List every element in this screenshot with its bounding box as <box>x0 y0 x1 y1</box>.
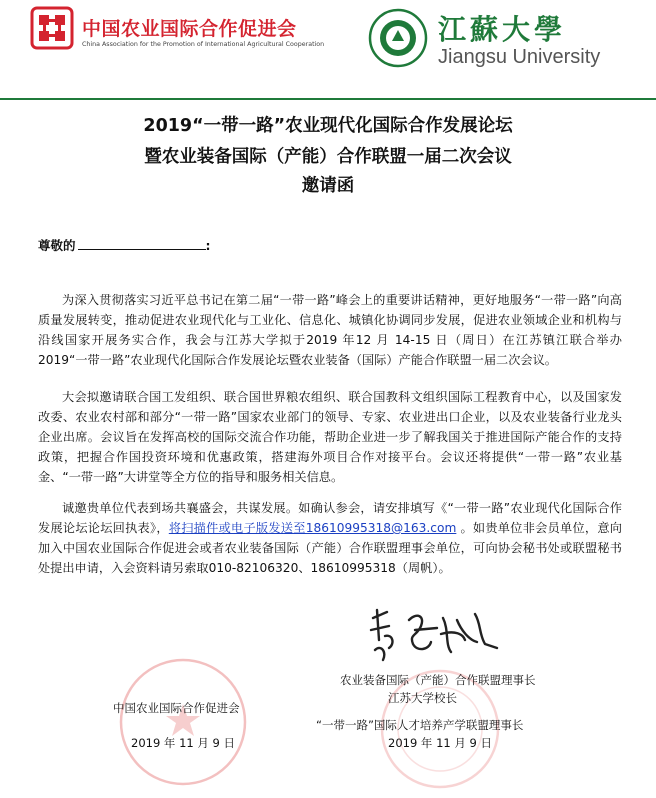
p3-text-after: 。如贵单位非会员单位，意向加入中国农业国际合作促进会或者农业装备国际（产能）合作联盟理事会单位，可向协会秘书处或联盟秘书处提出申请，入会资料请另索取010-82106320、18610995318（周帆）。 <box>38 521 622 575</box>
body-paragraph-2: 大会拟邀请联合国工发组织、联合国世界粮农组织、联合国教科文组织国际工程教育中心，以及国家发改委、农业农村部和部分“一带一路”国家农业部门的领导、专家、农业进出口企业，以及农业装备行业龙头企业出席。会议旨在发挥高校的国际交流合作功能，帮助企业进一步了解我国关于推进国际产能合作的支持政策，把握合作国投资环境和优惠政策，搭建海外项目合作对接平台。会议还将提供“一带一路”农业基金、“一带一路”大讲堂等全方位的指导和服务相关信息。 <box>38 390 622 484</box>
caa-org-name-en: China Association for the Promotion of International Agricultural Cooperation <box>82 41 325 48</box>
p3-text-before: 诚邀贵单位代表到场共襄盛会，共谋发展。如确认参会，请安排填写《“一带一路”农业现代化国际合作发展论坛论坛回执表》， <box>38 501 622 535</box>
jiangsu-university-name-en: Jiangsu University <box>438 46 601 68</box>
salutation-blank <box>78 237 206 250</box>
salutation: 尊敬的 : <box>38 238 211 253</box>
title-line-3: 邀请函 <box>301 176 355 196</box>
email-link[interactable]: 将扫描件或电子版发送至18610995318@163.com <box>168 521 457 535</box>
signoff-title-2: 江苏大学校长 <box>388 691 457 705</box>
title-line-1: 2019“一带一路”农业现代化国际合作发展论坛 <box>143 116 513 136</box>
jiangsu-university-name: 江蘇大學 <box>438 13 567 46</box>
signoff-title-3: “一带一路”国际人才培养产学联盟理事长 <box>316 718 524 732</box>
caa-logo-icon <box>30 6 74 50</box>
handwritten-signature-icon <box>365 600 505 680</box>
signoff-date-right: 2019 年 11 月 9 日 <box>388 736 492 750</box>
header-divider <box>0 98 656 100</box>
title-line-2: 暨农业装备国际（产能）合作联盟一届二次会议 <box>144 147 512 167</box>
caa-org-name: 中国农业国际合作促进会 <box>82 18 297 40</box>
jiangsu-university-seal-icon <box>368 8 428 68</box>
signoff-title-1: 农业装备国际（产能）合作联盟理事长 <box>340 673 536 687</box>
signoff-org-left: 中国农业国际合作促进会 <box>113 701 240 715</box>
caa-red-seal-icon <box>113 652 253 792</box>
body-paragraph-3 <box>38 498 622 578</box>
body-paragraph-1: 为深入贯彻落实习近平总书记在第二届“一带一路”峰会上的重要讲话精神，更好地服务“一带一路”向高质量发展转变，推动促进农业现代化与工业化、信息化、城镇化协调同步发展，促进农业领域企业和机构与沿线国家开展务实合作，我会与江苏大学拟于2019 年12 月 14-15 日（周日）在江苏镇江联合举办2019“一带一路”农业现代化国际合作发展论坛暨农业装备（国际）产能合作联盟一届二次会议。 <box>38 293 622 367</box>
signoff-date-left: 2019 年 11 月 9 日 <box>131 736 235 750</box>
salutation-text: 尊敬的 <box>38 238 76 253</box>
